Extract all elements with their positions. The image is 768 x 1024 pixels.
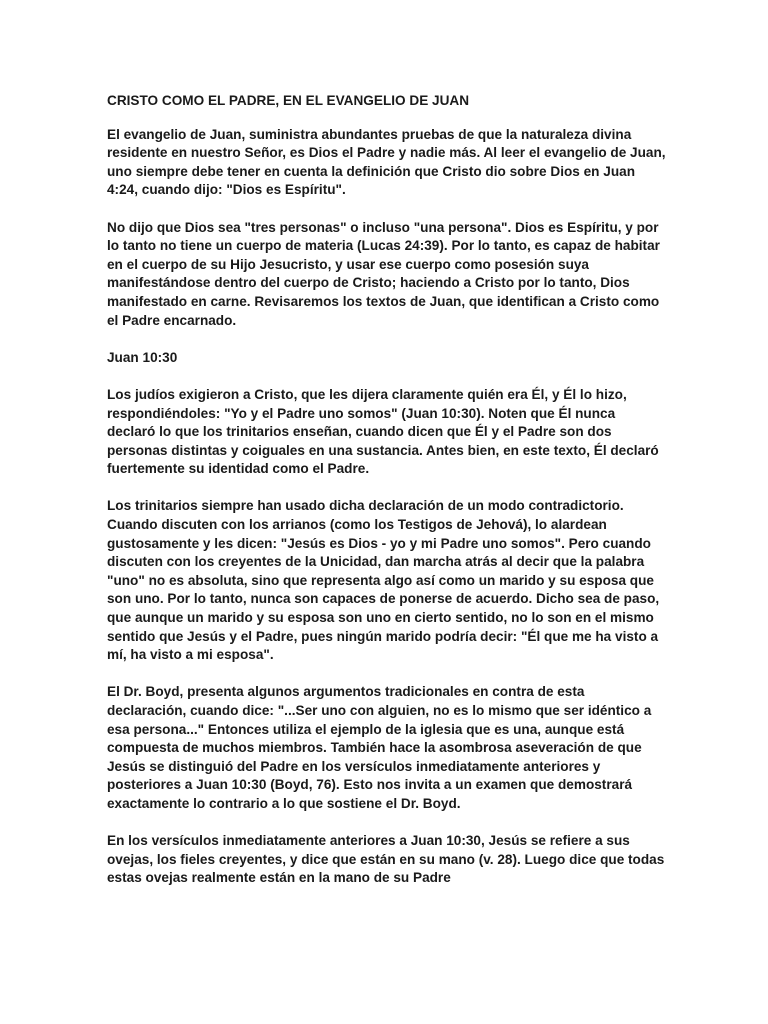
paragraph-intro-2: No dijo que Dios sea "tres personas" o incluso "una persona". Dios es Espíritu, y por lo tanto no tiene un cuerpo de materia (Lucas 24:39). Por lo tanto, es capaz de habitar en el cuerpo de su Hijo Jesucristo, y usar ese cuerpo como posesión suya manifestándose dentro del cuerpo de Cristo; haciendo a Cristo por lo tanto, Dios manifestado en carne. Revisaremos los textos de Juan, que identifican a Cristo como el Padre encarnado. xyxy=(107,219,660,328)
paragraph-section-4: En los versículos inmediatamente anteriores a Juan 10:30, Jesús se refiere a sus ovejas, los fieles creyentes, y dice que están en su mano (v. 28). Luego dice que todas estas ovejas realmente están en la mano de su Padre xyxy=(107,833,665,886)
paragraph-section-1: Los judíos exigieron a Cristo, que les dijera claramente quién era Él, y Él lo hizo, respondiéndoles: "Yo y el Padre uno somos" (Juan 10:30). Noten que Él nunca declaró lo que los trinitarios enseñan, cuando dicen que Él y el Padre son dos personas distintas y coiguales en una sustancia. Antes bien, en este texto, Él declaró fuertemente su identidad como el Padre. xyxy=(107,386,659,477)
document-body xyxy=(107,92,667,907)
section-heading: Juan 10:30 xyxy=(107,349,178,365)
document-title: CRISTO COMO EL PADRE, EN EL EVANGELIO DE JUAN xyxy=(107,93,470,108)
paragraph-section-2: Los trinitarios siempre han usado dicha declaración de un modo contradictorio. Cuando discuten con los arrianos (como los Testigos de Jehová), lo alardean gustosamente y les dicen: "Jesús es Dios - yo y mi Padre uno somos". Pero cuando discuten con los creyentes de la Unicidad, dan marcha atrás al decir que la palabra "uno" no es absoluta, sino que representa algo así como un marido y su esposa que son uno. Por lo tanto, nunca son capaces de ponerse de acuerdo. Dicho sea de paso, que aunque un marido y su esposa son uno en cierto sentido, no lo son en el mismo sentido que Jesús y el Padre, pues ningún marido podría decir: "Él que me ha visto a mí, ha visto a mi esposa". xyxy=(107,498,660,663)
paragraph-intro-1: El evangelio de Juan, suministra abundantes pruebas de que la naturaleza divina residente en nuestro Señor, es Dios el Padre y nadie más. Al leer el evangelio de Juan, uno siempre debe tener en cuenta la definición que Cristo dio sobre Dios en Juan 4:24, cuando dijo: "Dios es Espíritu". xyxy=(107,126,666,198)
paragraph-section-3: El Dr. Boyd, presenta algunos argumentos tradicionales en contra de esta declaración, cuando dice: "...Ser uno con alguien, no es lo mismo que ser idéntico a esa persona..." Entonces utiliza el ejemplo de la iglesia que es una, aunque está compuesta de muchos miembros. También hace la asombrosa aseveración de que Jesús se distinguió del Padre en los versículos inmediatamente anteriores y posteriores a Juan 10:30 (Boyd, 76). Esto nos invita a un examen que demostrará exactamente lo contrario a lo que sostiene el Dr. Boyd. xyxy=(107,684,652,811)
